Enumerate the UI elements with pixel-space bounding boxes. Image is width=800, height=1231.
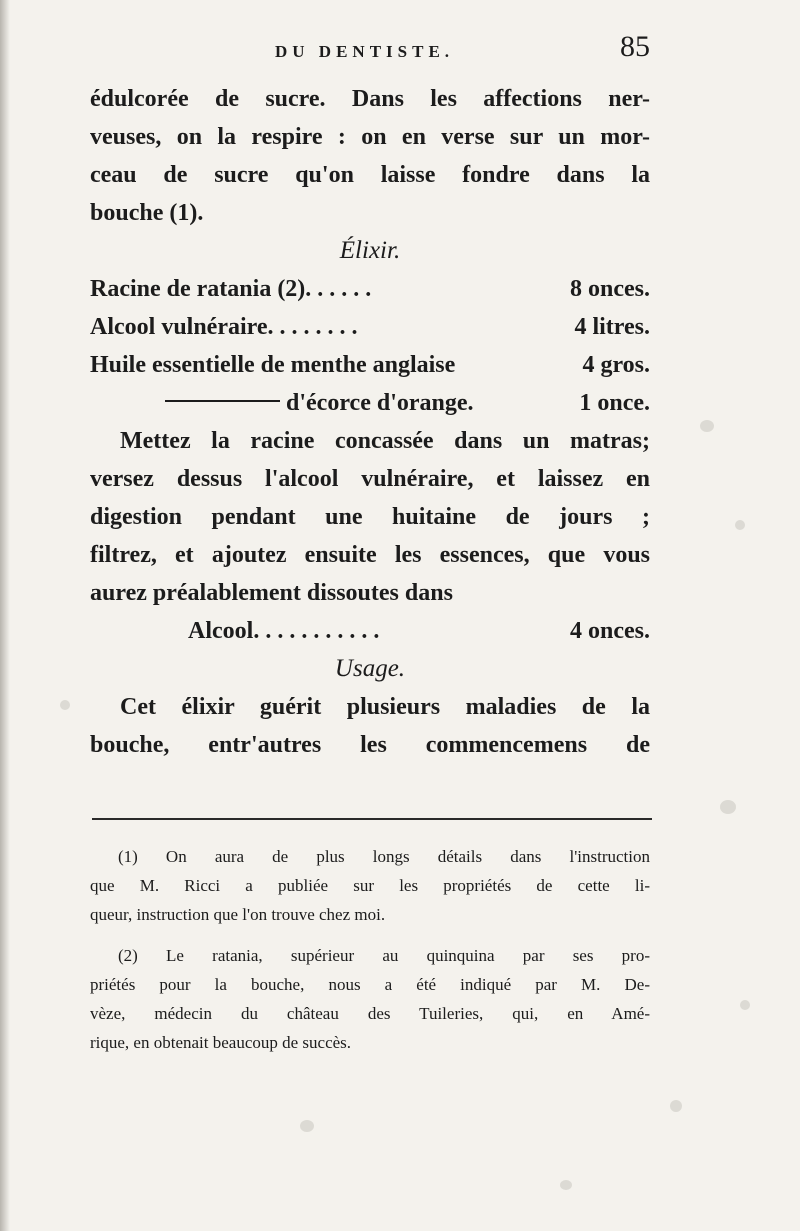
text-line: filtrez, et ajoutez ensuite les essences, que vous — [90, 542, 650, 568]
recipe-row — [90, 346, 650, 384]
recipe-item: d'écorce d'orange. — [286, 390, 474, 416]
page-edge-shadow — [0, 0, 10, 1231]
text-line: Mettez la racine concassée dans un matras; — [120, 428, 650, 454]
recipe-item: Huile essentielle de menthe anglaise — [90, 352, 456, 378]
running-title: DU DENTISTE. — [275, 42, 455, 61]
text-line: Cet élixir guérit plusieurs maladies de la — [120, 694, 650, 720]
recipe-quantity: 4 gros. — [582, 352, 650, 378]
paper-spot — [740, 1000, 750, 1010]
footnote-line: rique, en obtenait beaucoup de succès. — [90, 1033, 352, 1052]
section-heading-elixir: Élixir. — [339, 237, 401, 264]
footnote-rule — [92, 818, 652, 820]
page-header — [90, 30, 650, 74]
recipe-quantity: 4 litres. — [574, 314, 650, 340]
footnote-line: que M. Ricci a publiée sur les propriétés de cette li- — [90, 876, 650, 895]
text-line: versez dessus l'alcool vulnéraire, et laissez en — [90, 466, 650, 492]
recipe-quantity: 1 once. — [579, 390, 650, 416]
recipe-quantity: 4 onces. — [570, 618, 650, 644]
paper-spot — [560, 1180, 572, 1190]
text-line: veuses, on la respire : on en verse sur un mor- — [90, 124, 650, 150]
paper-spot — [735, 520, 745, 530]
text-line: aurez préalablement dissoutes dans — [90, 580, 453, 606]
footnotes — [90, 842, 650, 1057]
section-heading-usage: Usage. — [334, 655, 406, 682]
paper-spot — [60, 700, 70, 710]
footnote-line: queur, instruction que l'on trouve chez moi. — [90, 905, 386, 924]
recipe-row — [90, 308, 650, 346]
footnote-line: (2) Le ratania, supérieur au quinquina par ses pro- — [118, 946, 650, 965]
recipe-item: Alcool. . . . . . . . . . . — [188, 618, 380, 644]
recipe-row-alcool — [90, 612, 650, 650]
recipe-quantity: 8 onces. — [570, 276, 650, 302]
footnote-line: (1) On aura de plus longs détails dans l'instruction — [118, 847, 650, 866]
recipe-row — [90, 270, 650, 308]
recipe-row — [90, 384, 650, 422]
main-text — [90, 80, 650, 764]
paper-spot — [700, 420, 714, 432]
ditto-dash — [165, 400, 280, 402]
text-line: digestion pendant une huitaine de jours ; — [90, 504, 650, 530]
page-number: 85 — [620, 30, 650, 63]
paper-spot — [300, 1120, 314, 1132]
paper-spot — [670, 1100, 682, 1112]
footnote-line: priétés pour la bouche, nous a été indiqué par M. De- — [90, 975, 650, 994]
text-line: édulcorée de sucre. Dans les affections ner- — [90, 86, 650, 112]
recipe-item-with-dash — [165, 384, 474, 422]
paper-spot — [720, 800, 736, 814]
footnote-spacer — [90, 929, 650, 941]
footnote-line: vèze, médecin du château des Tuileries, qui, en Amé- — [90, 1004, 650, 1023]
recipe-item: Alcool vulnéraire. . . . . . . . — [90, 314, 358, 340]
text-line: ceau de sucre qu'on laisse fondre dans la — [90, 162, 650, 188]
recipe-item: Racine de ratania (2). . . . . . — [90, 276, 372, 302]
text-line: bouche, entr'autres les commencemens de — [90, 732, 650, 758]
text-line: bouche (1). — [90, 200, 204, 226]
